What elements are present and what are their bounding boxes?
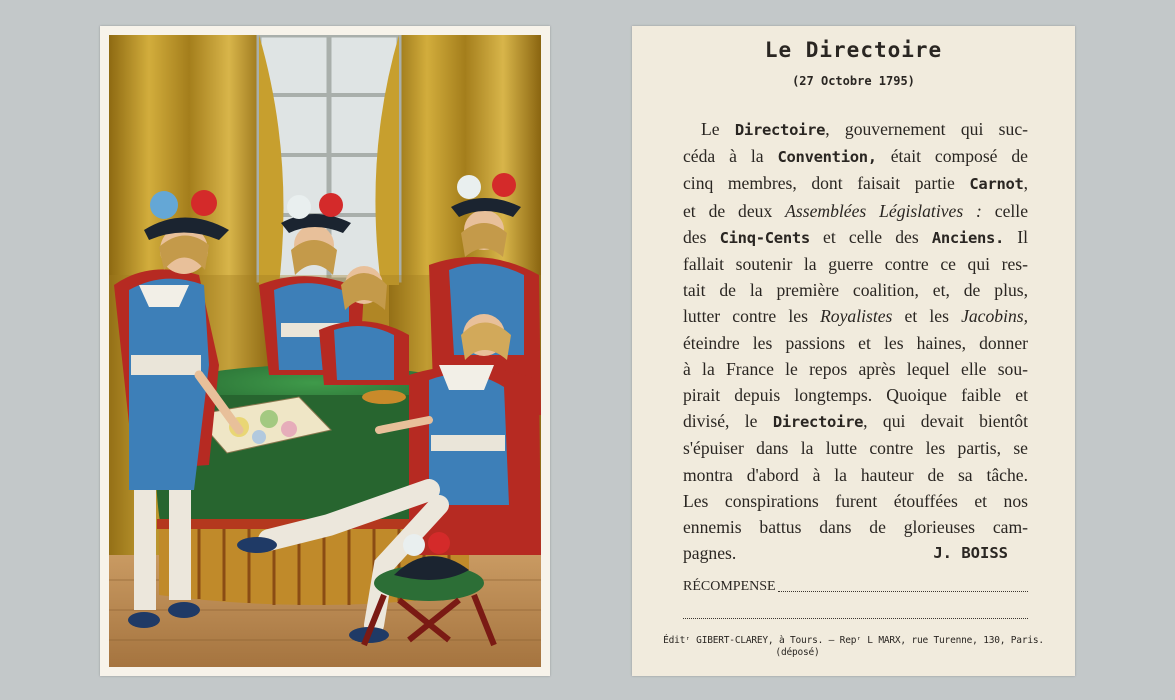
term-directoire: Directoire <box>734 121 826 139</box>
dotted-line <box>778 591 1028 592</box>
term-anciens: Anciens. <box>931 228 1005 247</box>
text-run: Le <box>701 119 735 139</box>
text-run: Il <box>1004 226 1028 247</box>
term-royalistes: Royalistes <box>820 306 893 327</box>
directoire-illustration <box>109 35 541 667</box>
term-convention: Convention, <box>777 148 877 167</box>
dotted-line <box>683 618 1028 619</box>
card-title: Le Directoire <box>764 38 943 62</box>
signature: J. BOISS <box>933 544 1008 563</box>
text-line: à la France le repos après lequel elle sou- <box>683 358 1028 379</box>
text-line: éteindre les passions et les haines, donner <box>683 332 1028 353</box>
publisher-line: Éditʳ GIBERT-CLAREY, à Tours. — Repʳ L MARX, rue Turenne, 130, Paris. <box>663 635 1044 646</box>
recompense-line <box>683 579 1028 595</box>
illustration-card <box>100 26 550 676</box>
text-line: pirait depuis longtemps. Quoique faible et <box>683 385 1028 406</box>
text-line <box>683 224 1028 251</box>
text-line <box>683 170 1028 197</box>
history-paragraph <box>683 116 1028 566</box>
deposit-mark: (déposé) <box>775 647 820 658</box>
text-run: divisé, le <box>683 411 773 432</box>
text-run: , qui devait bientôt <box>863 411 1028 432</box>
text-card <box>632 26 1075 676</box>
publisher-footer <box>632 635 1075 659</box>
term-directoire: Directoire <box>772 413 864 432</box>
term-jacobins: Jacobins, <box>961 306 1029 327</box>
term-cinq-cents: Cinq-Cents <box>719 228 810 247</box>
text-line: tait de la première coalition, et, de plus, <box>683 280 1028 301</box>
text-run: et de deux <box>683 200 786 221</box>
text-line <box>683 143 1028 170</box>
text-line: s'épuiser dans la lutte contre les partis, se <box>683 438 1028 459</box>
card-date: (27 Octobre 1795) <box>792 74 915 88</box>
text-line: ennemis battus dans de glorieuses cam- <box>683 517 1028 538</box>
text-run: celle <box>981 200 1029 221</box>
text-line: fallait soutenir la guerre contre ce qui res- <box>683 254 1028 275</box>
text-run: , gouvernement qui suc- <box>825 119 1028 139</box>
text-run: céda à la <box>683 146 778 167</box>
text-line <box>683 540 1028 566</box>
recompense-label: RÉCOMPENSE <box>683 579 776 594</box>
text-run: lutter contre les <box>683 306 821 327</box>
text-line <box>683 408 1028 435</box>
text-run: et celle des <box>809 226 932 247</box>
text-line: montra d'abord à la hauteur de sa tâche. <box>683 464 1028 485</box>
text-line <box>683 303 1028 329</box>
term-assemblees: Assemblées Législatives : <box>785 200 982 221</box>
text-run: pagnes. <box>683 543 737 564</box>
text-run: et les <box>892 306 962 327</box>
text-line: Les conspirations furent étouffées et nos <box>683 490 1028 511</box>
text-run: cinq membres, dont faisait partie <box>683 173 970 194</box>
term-carnot: Carnot <box>969 175 1024 194</box>
text-run: des <box>683 226 720 247</box>
text-line <box>683 198 1028 224</box>
text-run: , <box>1023 173 1028 194</box>
text-run: était composé de <box>876 146 1028 167</box>
text-line <box>683 116 1028 143</box>
